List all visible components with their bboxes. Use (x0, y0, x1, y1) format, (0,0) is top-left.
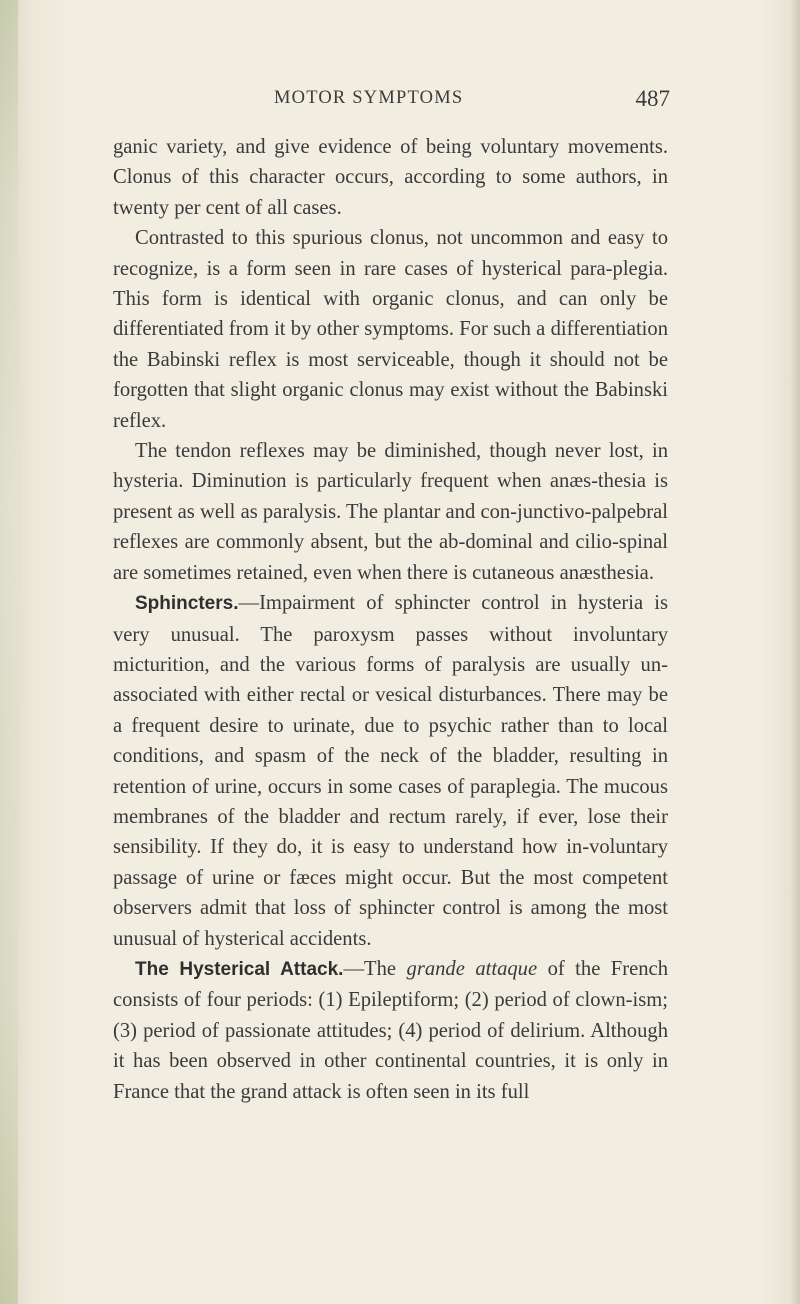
page-edge-left (0, 0, 18, 1304)
section-heading-sphincters: Sphincters. (135, 593, 239, 615)
paragraph-1-text: ganic variety, and give evidence of being voluntary movements. Clonus of this character occurs, according to some authors, in twenty per cent of all cases. (113, 136, 668, 219)
running-head: MOTOR SYMPTOMS (274, 88, 464, 108)
paragraph-3-text: The tendon reflexes may be diminished, though never lost, in hysteria. Diminution is particularly frequent when anæs-thesia is present as well as paralysis. The plantar and con-junctivo-palpebral reflexes are commonly absent, but the ab-dominal and cilio-spinal are sometimes retained, even when there is cutaneous anæsthesia. (113, 440, 668, 584)
body-text (113, 132, 668, 1107)
paragraph-sphincters (113, 588, 668, 954)
page-edge-right (790, 0, 800, 1304)
paragraph-sphincters-text: —Impairment of sphincter control in hysteria is very unusual. The paroxysm passes without involuntary micturition, and the various forms of paralysis are usually un-associated with either rectal or vesical disturbances. There may be a frequent desire to urinate, due to psychic rather than to local conditions, and spasm of the neck of the bladder, resulting in retention of urine, occurs in some cases of paraplegia. The mucous membranes of the bladder and rectum rarely, if ever, lose their sensibility. If they do, it is easy to understand how in-voluntary passage of urine or fæces might occur. But the most competent observers admit that loss of sphincter control is among the most unusual of hysterical accidents. (113, 592, 668, 950)
paragraph-attack-text-after: of the French consists of four periods: (1) Epileptiform; (2) period of clown-ism; (3) period of passionate attitudes; (4) period of delirium. Although it has been observed in other continental countries, it is only in France that the grand attack is often seen in its full (113, 957, 668, 1103)
paragraph-3 (113, 436, 668, 588)
paragraph-1 (113, 132, 668, 223)
paragraph-attack-text-before: —The (343, 957, 407, 980)
paragraph-2 (113, 223, 668, 436)
section-heading-hysterical-attack: The Hysterical Attack. (135, 958, 344, 980)
page-number: 487 (635, 86, 670, 111)
paragraph-2-text: Contrasted to this spurious clonus, not uncommon and easy to recognize, is a form seen in rare cases of hysterical para-plegia. This form is identical with organic clonus, and can only be differentiated from it by other symptoms. For such a differentiation the Babinski reflex is most serviceable, though it should not be forgotten that slight organic clonus may exist without the Babinski reflex. (113, 227, 668, 432)
paragraph-hysterical-attack (113, 954, 668, 1107)
italic-term: grande attaque (406, 957, 538, 980)
page-header (110, 88, 670, 114)
